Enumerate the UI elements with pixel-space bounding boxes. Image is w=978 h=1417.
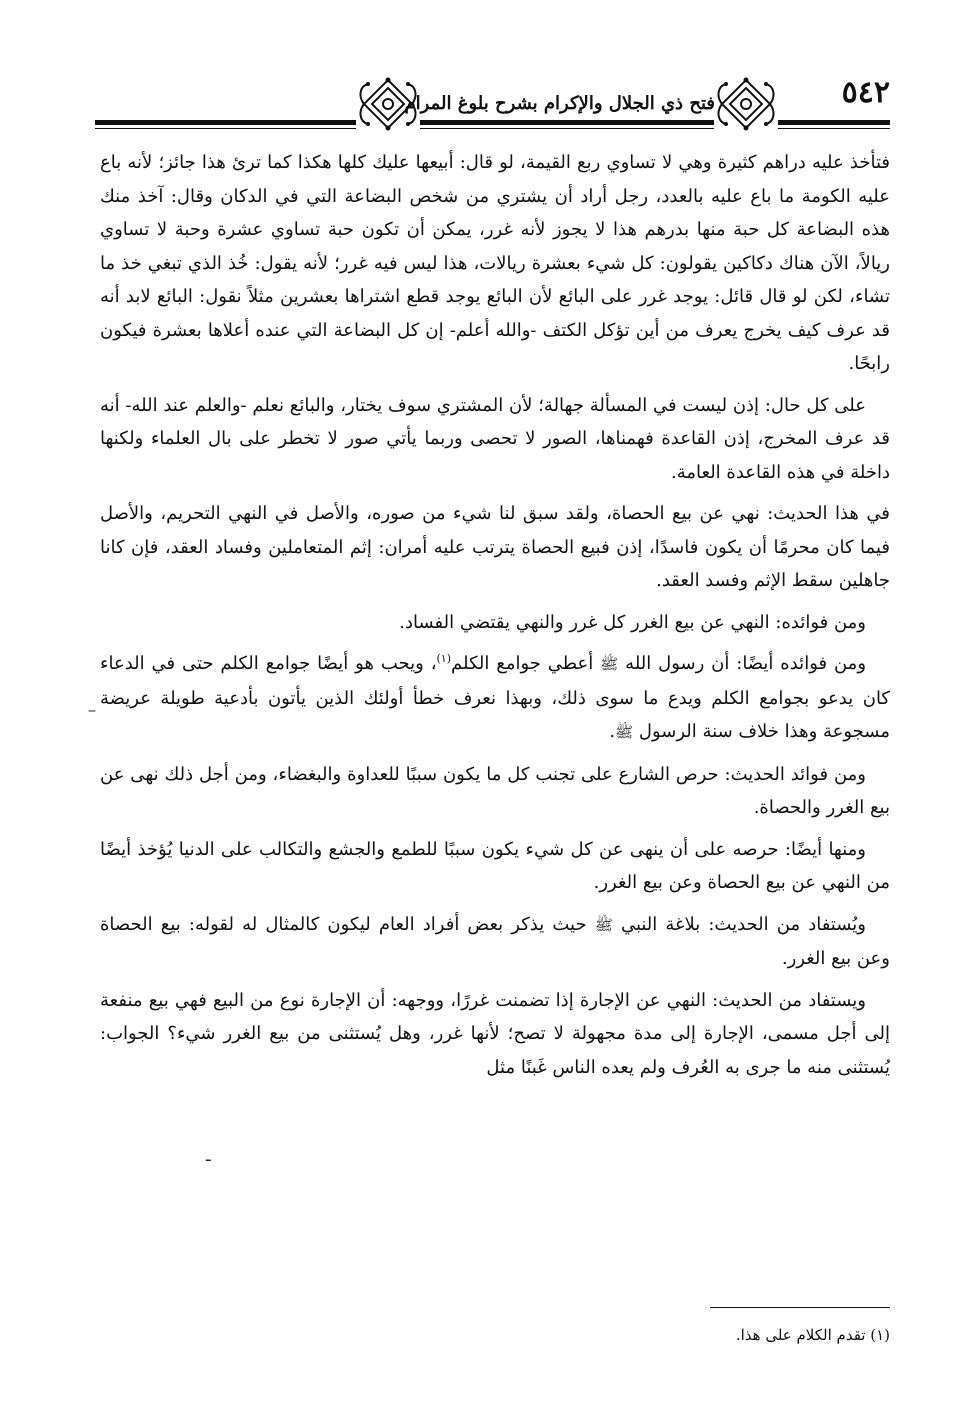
text-segment: . [609, 721, 616, 742]
paragraph: على كل حال: إذن ليست في المسألة جهالة؛ لأن المشتري سوف يختار، والبائع نعلم -والعلم عند الله- أنه قد عرف المخرج، إذن القاعدة فهمناها، الصور لا تحصى وربما يأتي صور لا تخطر على بال العلماء ولكنها داخلة في هذه القاعدة العامة. [100, 394, 890, 483]
text-segment: حيث يذكر بعض أفراد العام ليكون كالمثال له لقوله: بيع الحصاة وعن بيع الغرر. [100, 913, 890, 969]
page-number: ٥٤٢ [841, 75, 890, 110]
paragraph [100, 647, 890, 750]
paragraph: ومن فوائد الحديث: حرص الشارع على تجنب كل ما يكون سببًا للعداوة والبغضاء، ومن أجل ذلك نهى عن بيع الغرر والحصاة. [100, 763, 890, 818]
paragraph: في هذا الحديث: نهي عن بيع الحصاة، ولقد سبق لنا شيء من صوره، والأصل في النهي التحريم، والأصل فيما كان محرمًا أن يكون فاسدًا، إذن فبيع الحصاة يترتب عليه أمران: إثم المتعاملين وفساد العقد، فإن كانا جاهلين سقط الإثم وفسد العقد. [100, 503, 890, 591]
paragraph [100, 908, 890, 976]
book-title: فتح ذي الجلال والإكرام بشرح بلوغ المرام [404, 93, 715, 114]
page-header [95, 72, 890, 134]
footnote: (١) تقدم الكلام على هذا. [735, 1326, 890, 1344]
paragraph: ومن فوائده: النهي عن بيع الغرر كل غرر والنهي يقتضي الفساد. [399, 611, 866, 633]
header-rule [95, 128, 356, 129]
text-segment: ومن فوائده أيضًا: أن رسول الله [618, 653, 867, 674]
ornament-icon [356, 76, 420, 132]
paragraph: فتأخذ عليه دراهم كثيرة وهي لا تساوي ربع القيمة، لو قال: أبيعها عليك كلها هكذا كما ترئ هذا جائز؛ لأنه باع عليه الكومة ما باع عليه بالعدد، رجل أراد أن يشتري من شخص البضاعة التي في الدكان وقال: آخذ منك هذه البضاعة كل حبة منها بدرهم هذا لا يجوز لأنه غرر، يمكن أن تكون حبة تساوي عشرة وحبة لا تساوي ريالاً، الآن هناك دكاكين يقولون: كل شيء بعشرة ريالات، هذا ليس فيه غرر؛ لأنه يقول: خُذ الذي تبغي خذ ما تشاء، لكن لو قال قائل: يوجد غرر على البائع لأن البائع يوجد قطع اشتراها بعشرين مثلاً نقول: البائع لابد أنه قد عرف كيف يخرج يعرف من أين تؤكل الكتف -والله أعلم- إن كل البضاعة التي عنده أعلاها بعشرة فيكون رابحًا. [100, 152, 890, 374]
salawat-symbol: ﷺ [600, 655, 619, 673]
margin-mark: – [88, 700, 96, 719]
ornament-icon [714, 76, 778, 132]
main-text [100, 146, 890, 1092]
header-rule [778, 120, 890, 125]
header-rule [420, 120, 714, 125]
header-rule [420, 128, 714, 129]
text-segment: ويُستفاد من الحديث: بلاغة النبي [612, 913, 866, 935]
header-rule [95, 120, 356, 125]
text-segment: أعطي جوامع الكلم [451, 653, 601, 674]
paragraph: ويستفاد من الحديث: النهي عن الإجارة إذا تضمنت غررًا، ووجهه: أن الإجارة نوع من البيع فهي بيع منفعة إلى أجل مسمى، الإجارة إلى مدة مجهولة لا تصح؛ لأنها غرر، وهل يُستثنى من بيع الغرر شيء؟ الجواب: يُستثنى منه ما جرى به العُرف ولم يعده الناس غَبنًا مثل [100, 989, 890, 1078]
salawat-symbol: ﷺ [594, 915, 613, 934]
salawat-symbol: ﷺ [615, 723, 634, 741]
header-rule [778, 128, 890, 129]
footnote-ref[interactable]: (١) [436, 652, 452, 665]
paragraph: ومنها أيضًا: حرصه على أن ينهى عن كل شيء يكون سببًا للطمع والجشع والتكالب على الدنيا يُؤخذ أيضًا من النهي عن بيع الحصاة وعن بيع الغرر. [100, 838, 890, 893]
footnote-separator [710, 1307, 890, 1308]
margin-mark: ـ [206, 1146, 211, 1165]
text-segment: ، ويحب هو أيضًا جوامع الكلم حتى في الدعاء كان يدعو بجوامع الكلم ويدع ما سوى ذلك، وبهذا نعرف خطأ أولئك الذين يأتون بأدعية طويلة عريضة مسجوعة وهذا خلاف سنة الرسول [100, 653, 890, 742]
